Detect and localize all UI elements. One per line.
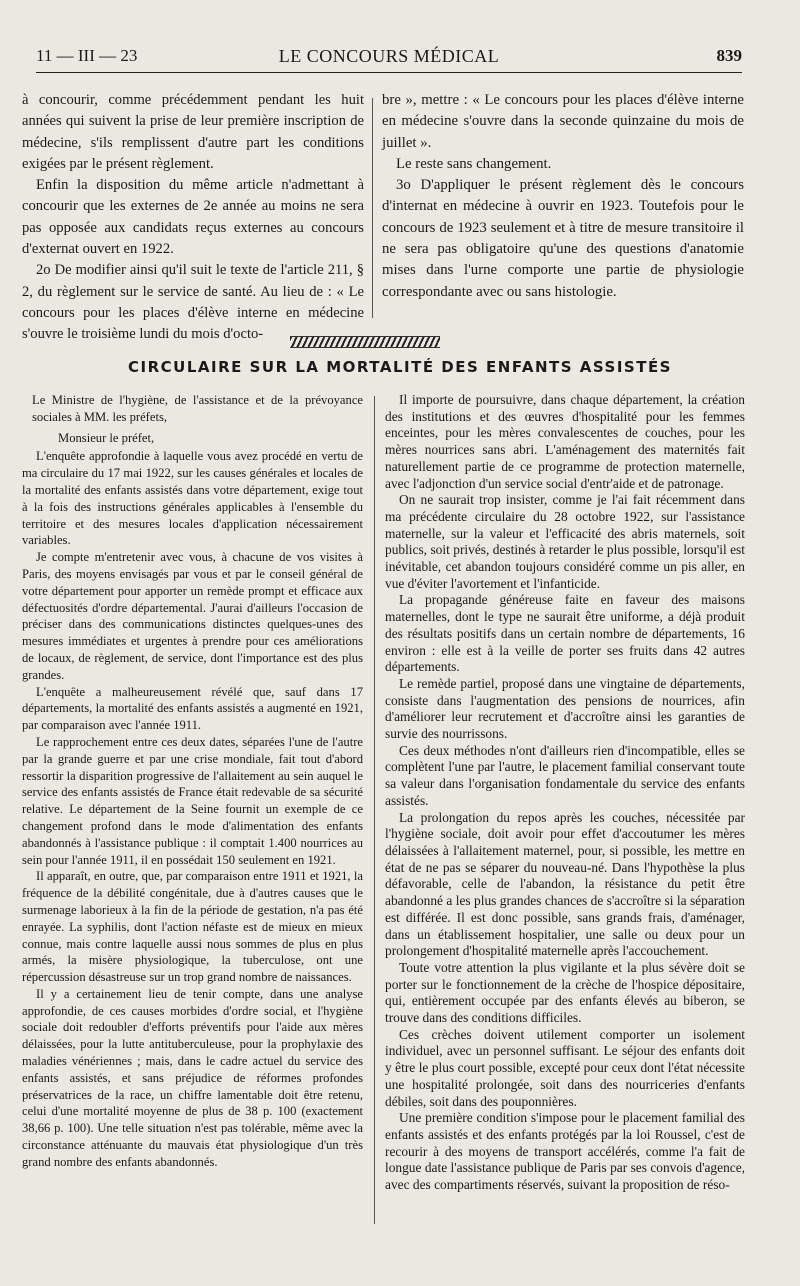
paragraph: 2o De modifier ainsi qu'il suit le texte de l'article 211, § 2, du règlement sur le service de santé. Au lieu de : « Le concours pour les places d'élève interne en médecine s'ouvre le troisième lundi du mois d'octo- [22, 262, 364, 343]
journal-title: LE CONCOURS MÉDICAL [278, 46, 500, 66]
issue-number: 11 — III — 23 [36, 46, 138, 65]
paragraph: Le reste sans changement. [396, 155, 552, 172]
addressee: Le Ministre de l'hygiène, de l'assistance et de la prévoyance sociales à MM. les préfets, [32, 393, 363, 424]
paragraph: à concourir, comme précédemment pendant les huit années qui suivent la prise de leur première inscription de médecine, s'ils remplissent d'autre part les conditions exigées par le présent règlement. [22, 92, 364, 172]
paragraph: bre », mettre : « Le concours pour les places d'élève interne en médecine s'ouvre dans la seconde quinzaine du mois de juillet ». [382, 92, 744, 151]
page-number: 839 [716, 46, 742, 65]
paragraph: La propagande généreuse faite en faveur des maisons maternelles, dont le type ne saurait être uniforme, a déjà produit des résultats positifs dans un certain nombre de départements, 16 environ : elle est à la veille de porter ses fruits dans 42 autres départements. [385, 592, 745, 675]
paragraph: Il importe de poursuivre, dans chaque département, la création des institutions et des œuvres d'hospitalité pour les femmes enceintes, pour les mères convalescentes de couches, pour les mères nourrices sans abri. L'aménagement des maternités fait naturellement partie de ce programme de protection maternelle, avec l'adjonction d'un service social d'entr'aide et de patronage. [385, 392, 745, 491]
paragraph: L'enquête approfondie à laquelle vous avez procédé en vertu de ma circulaire du 17 mai 1922, sur les causes générales et locales de la mortalité des enfants assistés dans votre département, exige tout à la fois des instructions générales applicables à l'ensemble du territoire et des mesures locales d'application nécessairement variables. [22, 449, 363, 548]
column-divider [374, 396, 375, 1224]
paragraph: Toute votre attention la plus vigilante et la plus sévère doit se porter sur le fonctionnement de la crèche de l'hospice dépositaire, qui, entièrement occupée par des enfants élevés au biberon, se trouve dans des conditions difficiles. [385, 959, 745, 1026]
paragraph: Il apparaît, en outre, que, par comparaison entre 1911 et 1921, la fréquence de la débilité congénitale, due à d'autres causes que le surmenage laborieux à la fin de la période de gestation, n'a pas été enrayée. La syphilis, dont l'action néfaste est de mieux en mieux connue, mais contre laquelle aussi nous sommes de plus en plus armés, la misère physiologique, la tuberculose, ont une répercussion désastreuse sur un trop grand nombre de naissances. [22, 869, 363, 985]
section-ornament [290, 336, 440, 348]
paragraph: Enfin la disposition du même article n'admettant à concourir que les externes de 2e année au moins ne sera pas opposée aux candidats reçus externes au concours d'externat ouvert en 1922. [22, 177, 364, 258]
top-left-column [22, 90, 364, 346]
paragraph: Ces deux méthodes n'ont d'ailleurs rien d'incompatible, elles se complètent l'une par l'autre, le placement familial conservant toute sa valeur dans l'organisation fondamentale du service des enfants assistés. [385, 742, 745, 808]
paragraph: On ne saurait trop insister, comme je l'ai fait récemment dans ma précédente circulaire du 28 octobre 1922, sur l'assistance maternelle, sur la valeur et l'efficacité des abris maternels, soit publics, soit privés, destinés à retarder le plus possible, lorsqu'il est inévitable, cet abandon toujours considéré comme un pis aller, en vue d'éviter l'avortement et l'infanticide. [385, 492, 745, 591]
paragraph: Ces crèches doivent utilement comporter un isolement individuel, avec un personnel suffisant. Le séjour des enfants doit y être le plus court possible, excepté pour ceux dont l'état nécessite une hospitalité prolongée, soit dans des nourriceries d'enfants débiles, soit dans des pouponnières. [385, 1026, 745, 1109]
paragraph: 3o D'appliquer le présent règlement dès le concours d'internat en médecine à ouvrir en 1923. Toutefois pour le concours de 1923 seulement et à titre de mesure transitoire il ne sera pas obligatoire qu'une des questions d'anatomie mises dans l'urne comporte une partie de physiologie correspondante avec ou sans histologie. [382, 177, 744, 300]
column-divider [372, 98, 373, 318]
paragraph: Une première condition s'impose pour le placement familial des enfants assistés et des enfants protégés par la loi Roussel, c'est de recourir à des moyens de transport accélérés, comme l'a fait de longue date l'assistance publique de Paris par ses convois d'agence, avec des compartiments réservés, suivant la proposition de réso- [385, 1110, 745, 1193]
section-title: CIRCULAIRE SUR LA MORTALITÉ DES ENFANTS ASSISTÉS [128, 358, 672, 376]
running-header [36, 46, 742, 73]
top-right-column [382, 90, 744, 303]
paragraph: Je compte m'entretenir avec vous, à chacune de vos visites à Paris, des moyens envisagés par vous et par le conseil général de votre département pour apporter un remède prompt et efficace aux défectuosités d'ordre départemental. J'aurai d'ailleurs l'occasion de préciser dans des communications distinctes quelques-unes des mesures immédiates et urgentes à prendre pour ces améliorations de locaux, de règlement, de service, dont l'importance est des plus grandes. [22, 550, 363, 682]
paragraph: Le remède partiel, proposé dans une vingtaine de départements, consiste dans l'augmentation des pensions de nourrices, afin d'améliorer leur recrutement et d'accroître ainsi les garanties de survie des nourrissons. [385, 675, 745, 742]
circular-right-column [385, 392, 745, 1194]
paragraph: L'enquête a malheureusement révélé que, sauf dans 17 départements, la mortalité des enfants assistés a augmenté en 1921, par comparaison avec l'année 1911. [22, 684, 363, 733]
salutation: Monsieur le préfet, [58, 430, 155, 445]
paragraph: Le rapprochement entre ces deux dates, séparées l'une de l'autre par la grande guerre et par une crise mondiale, fait tout d'abord ressortir la disparition progressive de l'allaitement au sein auquel le service des enfants assistés de France était redevable de sa sécurité relative. Le département de la Seine fournit un exemple de ce changement profond dans le mode d'alimentation des enfants abandonnés à l'assistance publique : il comptait 1.400 nourrices au sein pour l'année 1911, il en possédait 150 seulement en 1921. [22, 734, 363, 867]
paragraph: Il y a certainement lieu de tenir compte, dans une analyse approfondie, de ces causes morbides d'ordre social, et l'hygiène sociale doit redoubler d'efforts préventifs pour l'aide aux mères délaissées, pour la lutte antituberculeuse, pour la prophylaxie des maladies vénériennes ; mais, dans le cadre actuel du service des enfants assistés, et sans préjudice de réformes profondes préservatrices de la race, un chiffre lamentable doit être retenu, celui d'une mortalité moyenne de plus de 38 p. 100 (exactement 38,66 p. 100). Une telle situation n'est pas tolérable, même avec la circonstance atténuante du mauvais état physiologique d'un très grand nombre des enfants abandonnés. [22, 986, 363, 1169]
paragraph: La prolongation du repos après les couches, nécessitée par l'hygiène sociale, doit avoir pour effet d'accoutumer les mères délaissées à l'allaitement maternel, pour, si possible, les mettre en état de ne pas se séparer du nouveau-né. Dans l'hypothèse la plus défavorable, celle de l'abandon, la résistance du petit être abandonné a les plus grandes chances de s'accroître si la séparation est différée. Il est donc possible, sans grands frais, d'aménager, dans un établissement hospitalier, une salle ou deux pour un prolongement d'hospitalité maternelle après l'accouchement. [385, 809, 745, 959]
circular-left-column [22, 392, 363, 1171]
